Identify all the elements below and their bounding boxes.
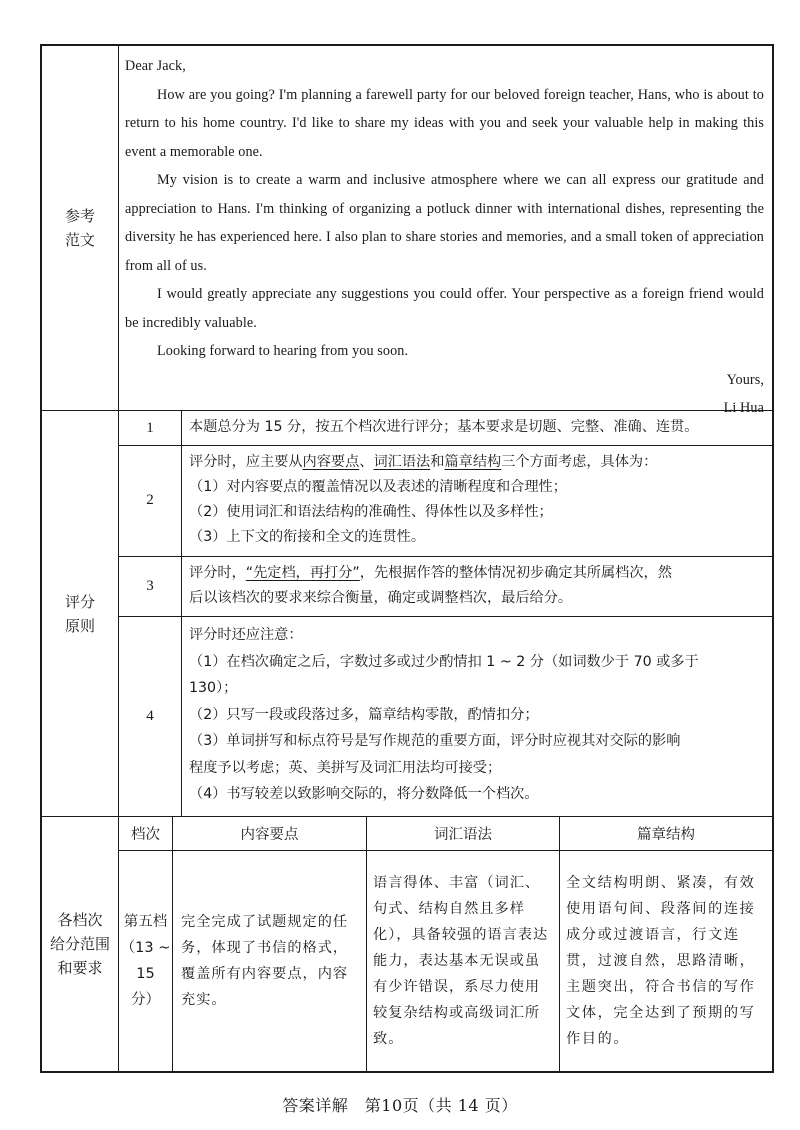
underlined-term: 词汇语法 <box>373 454 431 470</box>
header-structure: 篇章结构 <box>637 827 695 843</box>
rule-text: 本题总分为 15 分，按五个档次进行评分；基本要求是切题、完整、准确、连贯。 <box>189 419 699 435</box>
rule-row <box>119 616 772 816</box>
rule-text: 评分时，“先定档，再打分”，先根据作答的整体情况初步确定其所属档次，然 后以该档次的要求来综合衡量，确定或调整档次，最后给分。 <box>189 565 672 606</box>
letter-paragraph: How are you going? I'm planning a farewell party for our beloved foreign teacher, Hans, who is about to return to his home country. I'd like to share my ideas with you and seek your valuable help in making this event a memorable one. <box>125 86 764 160</box>
rule-row <box>119 411 772 446</box>
reference-label: 参考 范文 <box>42 46 119 410</box>
level-vocab-req: 语言得体、丰富（词汇、句式、结构自然且多样化），具备较强的语言表达能力，表达基本无误或虽有少许错误，系尽力使用较复杂结构或高级词汇所致。 <box>367 851 560 1071</box>
level-name: 第五档 （13 ~ 15 分） <box>119 851 173 1071</box>
reference-letter <box>119 46 772 416</box>
rule-number: 1 <box>119 411 182 445</box>
level-structure-req: 全文结构明朗、紧凑，有效使用语句间、段落间的连接成分或过渡语言，行文连贯，过渡自然，思路清晰，主题突出，符合书信的写作文体，完全达到了预期的写作目的。 <box>566 875 756 1047</box>
underlined-term: 内容要点 <box>302 454 360 470</box>
levels-row-5 <box>119 851 772 1071</box>
principles-rules <box>119 411 772 816</box>
underlined-term: “先定档，再打分” <box>245 565 360 581</box>
rule-row <box>119 445 772 557</box>
rule-number: 3 <box>119 556 182 616</box>
letter-signature: Li Hua <box>723 400 764 416</box>
rule-row <box>119 556 772 617</box>
rule-number: 2 <box>119 445 182 556</box>
principles-section <box>42 411 772 816</box>
rule-text: 评分时，应主要从内容要点、词汇语法和篇章结构三个方面考虑，具体为： （1）对内容要点的覆盖情况以及表述的清晰程度和合理性； （2）使用词汇和语法结构的准确性、得体性以及多样性； （3）上下文的衔接和全文的连贯性。 <box>189 454 658 545</box>
header-content: 内容要点 <box>173 817 367 850</box>
letter-paragraph: I would greatly appreciate any suggestions you could offer. Your perspective as a foreign friend would be incredibly valuable. <box>125 286 764 331</box>
header-vocab: 词汇语法 <box>367 817 560 850</box>
levels-header-row <box>119 817 772 851</box>
level-content-req: 完全完成了试题规定的任务，体现了书信的格式，覆盖所有内容要点，内容充实。 <box>173 851 367 1071</box>
reference-section <box>42 46 772 416</box>
header-level: 档次 <box>119 817 173 850</box>
letter-closing: Yours, <box>726 371 764 388</box>
principles-label: 评分 原则 <box>42 411 119 816</box>
levels-label: 各档次 给分范围 和要求 <box>42 817 119 1071</box>
answer-sheet-table <box>40 44 774 1073</box>
underlined-term: 篇章结构 <box>444 454 502 470</box>
letter-greeting: Dear Jack, <box>125 58 186 74</box>
levels-table <box>119 817 772 1071</box>
levels-section <box>42 817 772 1071</box>
letter-paragraph: Looking forward to hearing from you soon. <box>157 343 409 359</box>
rule-text: 评分时还应注意： （1）在档次确定之后，字数过多或过少酌情扣 1 ~ 2 分（如词数少于 70 或多于 130）； （2）只写一段或段落过多，篇章结构零散，酌情扣分； （3）单词拼写和标点符号是写作规范的重要方面，评分时应视其对交际的影响 程度予以考虑；英、美拼写及词汇用法均可接受； （4）书写较差以致影响交际的，将分数降低一个档次。 <box>189 627 699 802</box>
page-footer: 答案详解 第10页（共 14 页） <box>282 1096 518 1115</box>
letter-paragraph: My vision is to create a warm and inclusive atmosphere where we can all express our gratitude and appreciation to Hans. I'm thinking of organizing a potluck dinner with international dishes, representing the diversity he has experienced here. I also plan to share stories and memories, and a small token of appreciation from all of us. <box>125 172 764 274</box>
rule-number: 4 <box>119 616 182 816</box>
